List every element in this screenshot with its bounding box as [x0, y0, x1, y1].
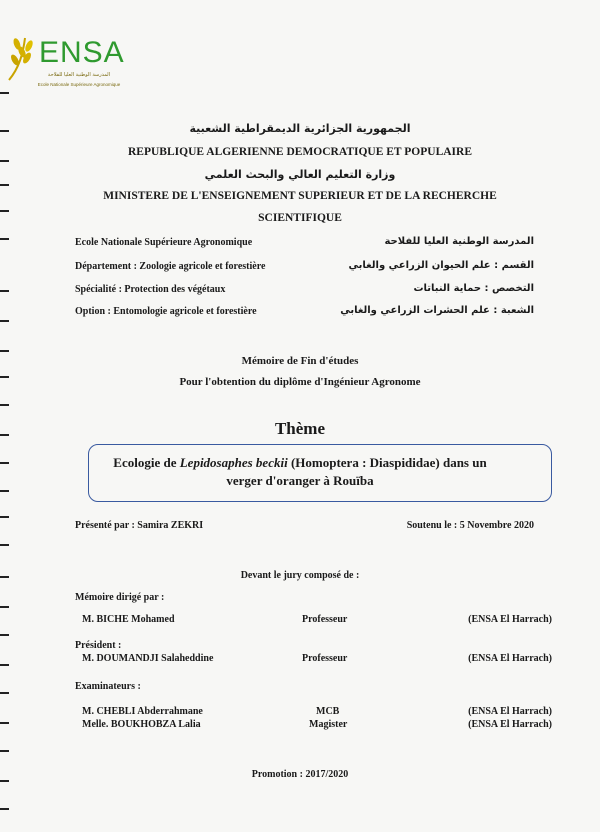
jury-grade-examiner-2: Magister [309, 719, 348, 730]
binder-tick [0, 238, 9, 240]
option-fr: Option : Entomologie agricole et forestière [75, 306, 257, 317]
republic-arabic: الجمهورية الجزائرية الديمقراطية الشعبية [189, 122, 411, 135]
theme-heading: Thème [274, 419, 326, 438]
binder-tick [0, 516, 9, 518]
school-fr: Ecole Nationale Supérieure Agronomique [75, 237, 253, 248]
jury-name-president: M. DOUMANDJI Salaheddine [82, 653, 214, 664]
department-fr: Département : Zoologie agricole et forestière [75, 261, 266, 272]
ministry-french-line1: MINISTERE DE L'ENSEIGNEMENT SUPERIEUR ET DE LA RECHERCHE [103, 190, 497, 202]
jury-inst-examiner-2: (ENSA El Harrach) [468, 719, 552, 730]
binder-tick [0, 490, 9, 492]
binder-tick [0, 692, 9, 694]
jury-label-examiners: Examinateurs : [75, 681, 141, 692]
binder-tick [0, 404, 9, 406]
jury-grade-director: Professeur [302, 614, 348, 625]
presented-by: Présenté par : Samira ZEKRI [75, 520, 204, 531]
binder-tick [0, 544, 9, 546]
binder-tick [0, 664, 9, 666]
option-ar: الشعبة : علم الحشرات الزراعي والغابي [340, 305, 534, 316]
logo-subtitle-ar: المدرسة الوطنية العليا للفلاحة [47, 72, 111, 78]
memoire-line1: Mémoire de Fin d'études [241, 355, 359, 367]
republic-french: REPUBLIQUE ALGERIENNE DEMOCRATIQUE ET POPULAIRE [128, 146, 472, 158]
jury-grade-president: Professeur [302, 653, 348, 664]
binder-tick [0, 184, 9, 186]
school-ar: المدرسة الوطنية العليا للفلاحة [384, 236, 534, 247]
binder-tick [0, 290, 9, 292]
jury-name-examiner-2: Melle. BOUKHOBZA Lalia [82, 719, 201, 730]
binder-tick [0, 780, 9, 782]
binder-tick [0, 160, 9, 162]
binder-tick [0, 634, 9, 636]
jury-inst-president: (ENSA El Harrach) [468, 653, 552, 664]
defense-date: Soutenu le : 5 Novembre 2020 [406, 520, 534, 531]
jury-inst-examiner-1: (ENSA El Harrach) [468, 706, 552, 717]
jury-inst-director: (ENSA El Harrach) [468, 614, 552, 625]
logo-subtitle-fr: Ecole Nationale Supérieure Agronomique [37, 82, 121, 87]
logo-name: ENSA [39, 36, 125, 69]
binder-tick [0, 808, 9, 810]
jury-heading: Devant le jury composé de : [240, 570, 360, 581]
binder-tick [0, 350, 9, 352]
speciality-fr: Spécialité : Protection des végétaux [75, 284, 226, 295]
memoire-line2: Pour l'obtention du diplôme d'Ingénieur Agronome [179, 376, 421, 388]
jury-label-president: Président : [75, 640, 122, 651]
binder-tick [0, 750, 9, 752]
binder-tick [0, 722, 9, 724]
jury-grade-examiner-1: MCB [316, 706, 340, 717]
ensa-logo [5, 28, 123, 96]
department-ar: القسم : علم الحيوان الزراعي والغابي [348, 260, 534, 271]
theme-title-line2: verger d'oranger à Rouïba [226, 473, 374, 488]
jury-name-director: M. BICHE Mohamed [82, 614, 175, 625]
binder-tick [0, 320, 9, 322]
binder-tick [0, 606, 9, 608]
ministry-arabic: وزارة التعليم العالي والبحث العلمي [204, 168, 396, 181]
theme-title-prefix: Ecologie de [113, 455, 180, 470]
promotion: Promotion : 2017/2020 [251, 769, 349, 780]
ministry-french-line2: SCIENTIFIQUE [258, 212, 342, 224]
theme-title-line1 [0, 455, 600, 471]
theme-title-species: Lepidosaphes beckii [179, 455, 288, 470]
jury-name-examiner-1: M. CHEBLI Abderrahmane [82, 706, 203, 717]
jury-label-director: Mémoire dirigé par : [75, 592, 165, 603]
theme-title-suffix: (Homoptera : Diaspididae) dans un [287, 455, 487, 470]
speciality-ar: التخصص : حماية النباتات [413, 283, 534, 294]
